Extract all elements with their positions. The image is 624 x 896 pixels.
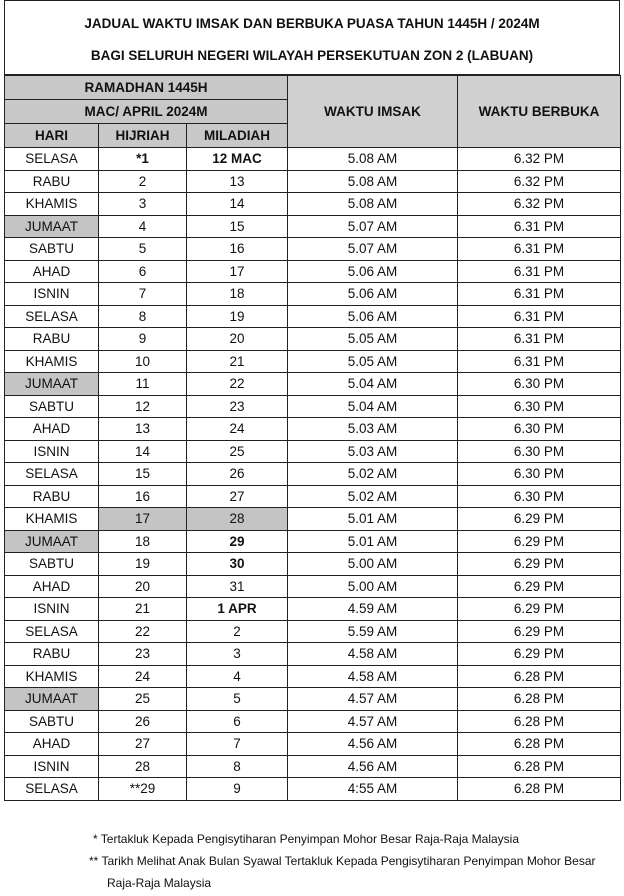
berbuka-cell: 6.29 PM: [458, 553, 621, 576]
hari-cell: KHAMIS: [5, 508, 99, 531]
berbuka-cell: 6.30 PM: [458, 485, 621, 508]
hijriah-cell: 17: [99, 508, 187, 531]
hari-cell: SELASA: [5, 463, 99, 486]
imsak-cell: 4:55 AM: [288, 778, 458, 801]
hijriah-cell: 10: [99, 350, 187, 373]
title-box: [4, 0, 620, 75]
footnote-2: ** Tarikh Melihat Anak Bulan Syawal Tertakluk Kepada Pengisytiharan Penyimpan Mohor Besar: [89, 854, 596, 868]
hijriah-cell: 14: [99, 440, 187, 463]
imsak-cell: 5.08 AM: [288, 193, 458, 216]
hijriah-cell: 7: [99, 283, 187, 306]
table-row: [5, 665, 621, 688]
schedule-rows: [5, 148, 621, 801]
berbuka-cell: 6.28 PM: [458, 755, 621, 778]
miladiah-cell: 16: [187, 238, 288, 261]
hijriah-cell: 4: [99, 215, 187, 238]
berbuka-cell: 6.32 PM: [458, 170, 621, 193]
hijriah-cell: 9: [99, 328, 187, 351]
miladiah-cell: 19: [187, 305, 288, 328]
imsak-cell: 5.05 AM: [288, 328, 458, 351]
hari-cell: JUMAAT: [5, 215, 99, 238]
berbuka-cell: 6.31 PM: [458, 260, 621, 283]
hari-cell: KHAMIS: [5, 665, 99, 688]
hari-cell: RABU: [5, 643, 99, 666]
berbuka-cell: 6.31 PM: [458, 305, 621, 328]
hari-cell: RABU: [5, 328, 99, 351]
table-row: [5, 598, 621, 621]
table-row: [5, 373, 621, 396]
imsak-cell: 4.59 AM: [288, 598, 458, 621]
berbuka-cell: 6.29 PM: [458, 598, 621, 621]
miladiah-cell: 20: [187, 328, 288, 351]
hijriah-cell: 21: [99, 598, 187, 621]
imsak-cell: 5.08 AM: [288, 148, 458, 171]
imsak-cell: 5.02 AM: [288, 463, 458, 486]
document-title: JADUAL WAKTU IMSAK DAN BERBUKA PUASA TAHUN 1445H / 2024M: [84, 16, 540, 31]
miladiah-cell: 18: [187, 283, 288, 306]
table-row: [5, 620, 621, 643]
berbuka-cell: 6.28 PM: [458, 778, 621, 801]
table-row: [5, 485, 621, 508]
hijriah-cell: 24: [99, 665, 187, 688]
berbuka-column-header: WAKTU BERBUKA: [458, 76, 621, 148]
table-row: [5, 553, 621, 576]
miladiah-cell: 15: [187, 215, 288, 238]
berbuka-cell: 6.30 PM: [458, 373, 621, 396]
table-row: [5, 215, 621, 238]
berbuka-cell: 6.31 PM: [458, 238, 621, 261]
berbuka-cell: 6.31 PM: [458, 215, 621, 238]
berbuka-cell: 6.29 PM: [458, 530, 621, 553]
imsak-cell: 5.02 AM: [288, 485, 458, 508]
berbuka-cell: 6.28 PM: [458, 665, 621, 688]
miladiah-cell: 4: [187, 665, 288, 688]
berbuka-cell: 6.31 PM: [458, 328, 621, 351]
imsak-cell: 4.58 AM: [288, 643, 458, 666]
hari-cell: ISNIN: [5, 755, 99, 778]
hari-cell: ISNIN: [5, 598, 99, 621]
table-row: [5, 418, 621, 441]
miladiah-cell: 13: [187, 170, 288, 193]
miladiah-cell: 3: [187, 643, 288, 666]
schedule-table: [4, 75, 621, 801]
berbuka-cell: 6.30 PM: [458, 440, 621, 463]
hijriah-cell: 16: [99, 485, 187, 508]
hijriah-column-header: HIJRIAH: [99, 124, 187, 148]
hijriah-cell: 18: [99, 530, 187, 553]
table-row: [5, 395, 621, 418]
berbuka-cell: 6.31 PM: [458, 350, 621, 373]
miladiah-cell: 27: [187, 485, 288, 508]
table-row: [5, 283, 621, 306]
hari-cell: SELASA: [5, 148, 99, 171]
table-row: [5, 508, 621, 531]
table-row: [5, 575, 621, 598]
hijriah-cell: 19: [99, 553, 187, 576]
hijriah-cell: 8: [99, 305, 187, 328]
hari-cell: AHAD: [5, 260, 99, 283]
month-hijri-header: RAMADHAN 1445H: [5, 76, 288, 100]
hijriah-cell: **29: [99, 778, 187, 801]
hijriah-cell: 22: [99, 620, 187, 643]
hijriah-cell: 13: [99, 418, 187, 441]
miladiah-cell: 1 APR: [187, 598, 288, 621]
miladiah-cell: 17: [187, 260, 288, 283]
hari-cell: JUMAAT: [5, 688, 99, 711]
table-row: [5, 530, 621, 553]
berbuka-cell: 6.29 PM: [458, 575, 621, 598]
imsak-cell: 5.01 AM: [288, 508, 458, 531]
table-row: [5, 238, 621, 261]
imsak-cell: 5.03 AM: [288, 418, 458, 441]
hijriah-cell: 6: [99, 260, 187, 283]
hari-cell: AHAD: [5, 733, 99, 756]
miladiah-cell: 21: [187, 350, 288, 373]
miladiah-cell: 6: [187, 710, 288, 733]
berbuka-cell: 6.29 PM: [458, 508, 621, 531]
hari-column-header: HARI: [5, 124, 99, 148]
hari-cell: KHAMIS: [5, 193, 99, 216]
hari-cell: SABTU: [5, 395, 99, 418]
table-row: [5, 688, 621, 711]
hijriah-cell: 3: [99, 193, 187, 216]
miladiah-cell: 23: [187, 395, 288, 418]
hari-cell: SELASA: [5, 620, 99, 643]
hijriah-cell: 5: [99, 238, 187, 261]
imsak-cell: 5.07 AM: [288, 215, 458, 238]
berbuka-cell: 6.30 PM: [458, 463, 621, 486]
hari-cell: JUMAAT: [5, 373, 99, 396]
table-row: [5, 350, 621, 373]
miladiah-cell: 5: [187, 688, 288, 711]
schedule-document: [4, 0, 620, 801]
imsak-cell: 5.04 AM: [288, 373, 458, 396]
hijriah-cell: 20: [99, 575, 187, 598]
berbuka-cell: 6.28 PM: [458, 688, 621, 711]
hijriah-cell: 11: [99, 373, 187, 396]
berbuka-cell: 6.29 PM: [458, 643, 621, 666]
hari-cell: SABTU: [5, 238, 99, 261]
hari-cell: SELASA: [5, 305, 99, 328]
miladiah-cell: 12 MAC: [187, 148, 288, 171]
miladiah-cell: 26: [187, 463, 288, 486]
hijriah-cell: 15: [99, 463, 187, 486]
table-row: [5, 643, 621, 666]
imsak-cell: 5.06 AM: [288, 260, 458, 283]
miladiah-cell: 25: [187, 440, 288, 463]
berbuka-cell: 6.30 PM: [458, 418, 621, 441]
hari-cell: RABU: [5, 170, 99, 193]
berbuka-cell: 6.31 PM: [458, 283, 621, 306]
hari-cell: AHAD: [5, 418, 99, 441]
hari-cell: RABU: [5, 485, 99, 508]
miladiah-cell: 8: [187, 755, 288, 778]
miladiah-cell: 30: [187, 553, 288, 576]
table-row: [5, 193, 621, 216]
berbuka-cell: 6.28 PM: [458, 710, 621, 733]
footnote-2-continued: Raja-Raja Malaysia: [107, 876, 212, 890]
berbuka-cell: 6.30 PM: [458, 395, 621, 418]
miladiah-column-header: MILADIAH: [187, 124, 288, 148]
table-row: [5, 260, 621, 283]
hari-cell: ISNIN: [5, 440, 99, 463]
month-gregorian-header: MAC/ APRIL 2024M: [5, 100, 288, 124]
table-row: [5, 733, 621, 756]
miladiah-cell: 31: [187, 575, 288, 598]
hijriah-cell: 28: [99, 755, 187, 778]
table-row: [5, 778, 621, 801]
imsak-column-header: WAKTU IMSAK: [288, 76, 458, 148]
miladiah-cell: 7: [187, 733, 288, 756]
miladiah-cell: 24: [187, 418, 288, 441]
imsak-cell: 5.00 AM: [288, 553, 458, 576]
berbuka-cell: 6.28 PM: [458, 733, 621, 756]
hijriah-cell: *1: [99, 148, 187, 171]
document-subtitle: BAGI SELURUH NEGERI WILAYAH PERSEKUTUAN ZON 2 (LABUAN): [90, 48, 534, 63]
imsak-cell: 5.08 AM: [288, 170, 458, 193]
imsak-cell: 4.56 AM: [288, 733, 458, 756]
table-row: [5, 710, 621, 733]
table-row: [5, 148, 621, 171]
imsak-cell: 5.03 AM: [288, 440, 458, 463]
hijriah-cell: 26: [99, 710, 187, 733]
table-row: [5, 170, 621, 193]
imsak-cell: 5.01 AM: [288, 530, 458, 553]
miladiah-cell: 9: [187, 778, 288, 801]
hijriah-cell: 27: [99, 733, 187, 756]
table-row: [5, 440, 621, 463]
hari-cell: AHAD: [5, 575, 99, 598]
imsak-cell: 4.56 AM: [288, 755, 458, 778]
imsak-cell: 4.57 AM: [288, 688, 458, 711]
hari-cell: JUMAAT: [5, 530, 99, 553]
hijriah-cell: 23: [99, 643, 187, 666]
hari-cell: SABTU: [5, 710, 99, 733]
table-row: [5, 463, 621, 486]
imsak-cell: 5.59 AM: [288, 620, 458, 643]
hari-cell: SELASA: [5, 778, 99, 801]
table-row: [5, 755, 621, 778]
hijriah-cell: 25: [99, 688, 187, 711]
imsak-cell: 5.05 AM: [288, 350, 458, 373]
hari-cell: ISNIN: [5, 283, 99, 306]
imsak-cell: 4.58 AM: [288, 665, 458, 688]
miladiah-cell: 2: [187, 620, 288, 643]
miladiah-cell: 22: [187, 373, 288, 396]
miladiah-cell: 29: [187, 530, 288, 553]
imsak-cell: 5.06 AM: [288, 283, 458, 306]
berbuka-cell: 6.32 PM: [458, 148, 621, 171]
imsak-cell: 5.04 AM: [288, 395, 458, 418]
imsak-cell: 4.57 AM: [288, 710, 458, 733]
hari-cell: SABTU: [5, 553, 99, 576]
table-row: [5, 305, 621, 328]
table-row: [5, 328, 621, 351]
footnote-1: * Tertakluk Kepada Pengisytiharan Penyimpan Mohor Besar Raja-Raja Malaysia: [93, 832, 519, 846]
imsak-cell: 5.06 AM: [288, 305, 458, 328]
hijriah-cell: 2: [99, 170, 187, 193]
hari-cell: KHAMIS: [5, 350, 99, 373]
miladiah-cell: 14: [187, 193, 288, 216]
imsak-cell: 5.00 AM: [288, 575, 458, 598]
berbuka-cell: 6.29 PM: [458, 620, 621, 643]
berbuka-cell: 6.32 PM: [458, 193, 621, 216]
hijriah-cell: 12: [99, 395, 187, 418]
miladiah-cell: 28: [187, 508, 288, 531]
imsak-cell: 5.07 AM: [288, 238, 458, 261]
